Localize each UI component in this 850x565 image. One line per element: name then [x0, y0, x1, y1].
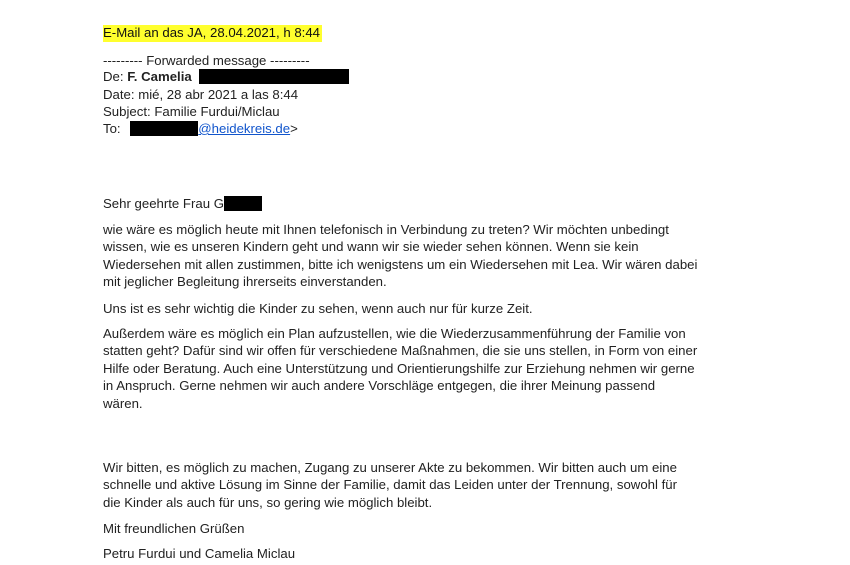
forwarded-message-divider: --------- Forwarded message ---------: [103, 53, 310, 68]
to-label: To:: [103, 121, 121, 136]
paragraph-line: wären.: [103, 395, 143, 411]
paragraph-line: Außerdem wäre es möglich ein Plan aufzustellen, wie die Wiederzusammenführung der Familie von: [103, 326, 686, 341]
paragraph-line: wissen, wie es unseren Kindern geht und wann wir sie wieder sehen können. Wenn sie kein: [103, 239, 639, 255]
paragraph-line: in Anspruch. Gerne nehmen wir auch andere Vorschläge entgegen, die ihrer Meinung passend: [103, 378, 656, 394]
paragraph-line: Hilfe oder Beratung. Auch eine Unterstützung und Orientierungshilfe zur Erziehung nehmen wir gerne: [103, 360, 695, 376]
date-label: Date:: [103, 87, 135, 102]
paragraph-4: [103, 459, 743, 511]
salutation-line: [103, 196, 262, 212]
subject-line: [103, 104, 280, 120]
paragraph-line: Wiedersehen mit allen zustimmen, bitte ich wenigstens um ein Wiedersehen mit Lea. Wir wären dabei: [103, 256, 698, 272]
paragraph-line: statten geht? Dafür sind wir offen für verschiedene Maßnahmen, die sie uns stellen, in Form von einer: [103, 343, 698, 359]
paragraph-line: wie wäre es möglich heute mit Ihnen telefonisch in Verbindung zu treten? Wir möchten unbedingt: [103, 222, 669, 237]
paragraph-line: mit jeglicher Begleitung ihrerseits einverstanden.: [103, 274, 387, 290]
paragraph-line: die Kinder als auch für uns, so gering wie möglich bleibt.: [103, 494, 433, 510]
from-name: F. Camelia: [127, 69, 192, 84]
recipient-email-link[interactable]: @heidekreis.de: [198, 121, 291, 136]
paragraph-2: [103, 300, 743, 317]
paragraph-line: schnelle und aktive Lösung im Sinne der Familie, damit das Leiden unter der Trennung, sowohl für: [103, 477, 677, 493]
to-suffix: >: [290, 121, 298, 136]
salutation-text: Sehr geehrte Frau G: [103, 196, 224, 211]
paragraph-line: Wir bitten, es möglich zu machen, Zugang zu unserer Akte zu bekommen. Wir bitten auch um eine: [103, 460, 677, 475]
subject-label: Subject:: [103, 104, 151, 119]
paragraph-line: Uns ist es sehr wichtig die Kinder zu sehen, wenn auch nur für kurze Zeit.: [103, 301, 533, 316]
paragraph-1: [103, 221, 743, 291]
to-line: [103, 121, 298, 137]
date-value: mié, 28 abr 2021 a las 8:44: [138, 87, 299, 102]
date-line: [103, 87, 298, 103]
subject-value: Familie Furdui/Miclau: [154, 104, 280, 119]
from-line: [103, 69, 349, 85]
redacted-name-block: [224, 196, 262, 211]
paragraph-3: [103, 325, 743, 412]
redacted-email-block: [199, 69, 349, 84]
from-label: De:: [103, 69, 124, 84]
closing-line: Mit freundlichen Grüßen: [103, 521, 245, 536]
signature-line: Petru Furdui und Camelia Miclau: [103, 546, 296, 561]
redacted-recipient-block: [130, 121, 198, 136]
document-title-highlight: E-Mail an das JA, 28.04.2021, h 8:44: [103, 25, 321, 40]
